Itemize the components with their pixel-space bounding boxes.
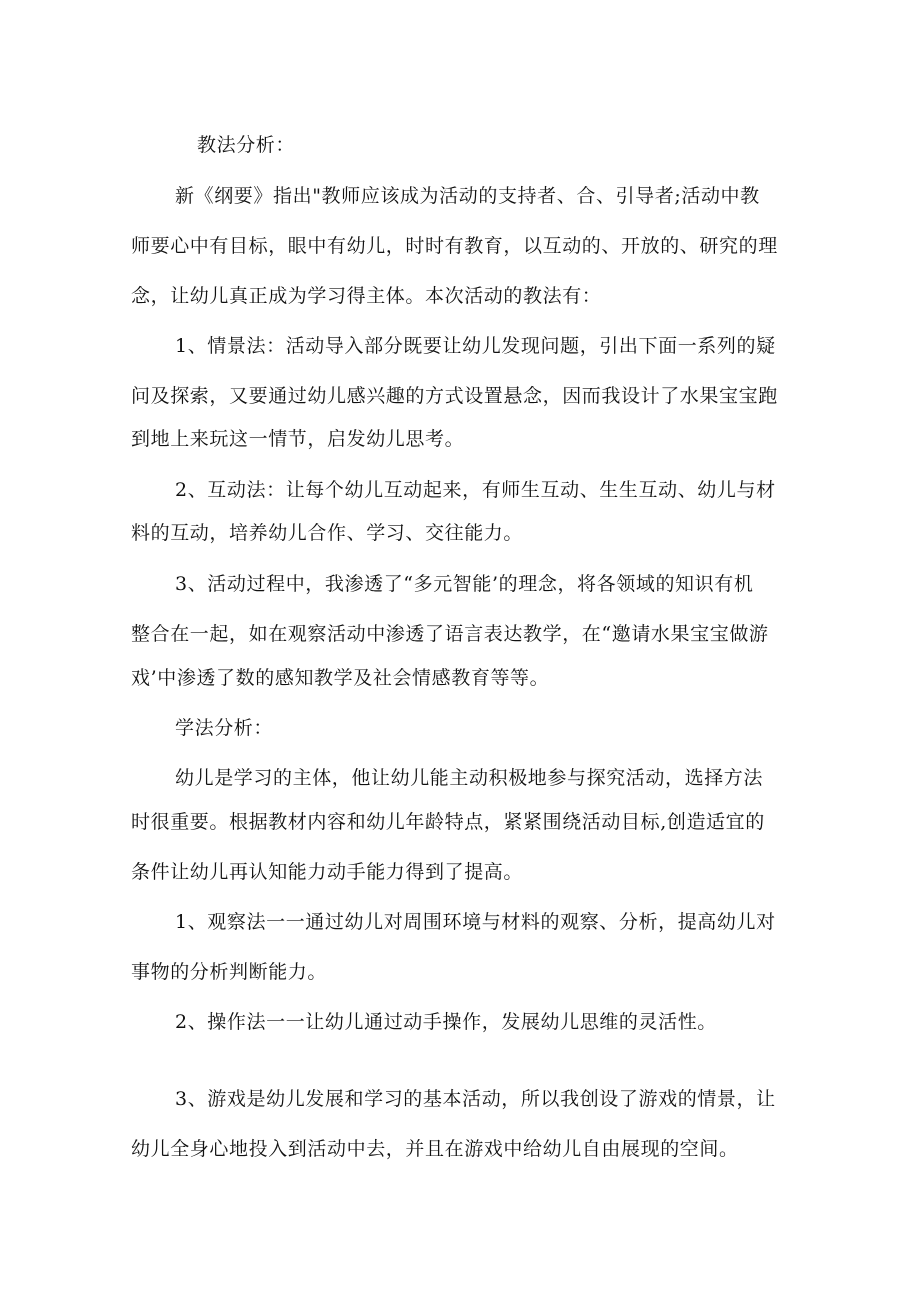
learn1-line-1: 1、观察法一一通过幼儿对周围环境与材料的观察、分析，提高幼儿对	[175, 911, 776, 933]
method2-line-2: 料的互动，培养幼儿合作、学习、交往能力。	[131, 522, 524, 544]
learn2-line-1: 2、操作法一一让幼儿通过动手操作，发展幼儿思维的灵活性。	[175, 1011, 717, 1033]
method3-line-3: 戏’中渗透了数的感知教学及社会情感教育等等。	[131, 667, 550, 689]
learn3-line-1: 3、游戏是幼儿发展和学习的基本活动，所以我创设了游戏的情景，让	[175, 1088, 776, 1110]
method1-line-1: 1、情景法：活动导入部分既要让幼儿发现问题，引出下面一系列的疑	[175, 335, 776, 357]
method2-line-1: 2、互动法：让每个幼儿互动起来，有师生互动、生生互动、幼儿与材	[175, 479, 776, 501]
intro-line-3: 念，让幼儿真正成为学习得主体。本次活动的教法有：	[131, 285, 602, 307]
learning-intro-line-3: 条件让幼儿再认知能力动手能力得到了提高。	[131, 861, 524, 883]
teaching-analysis-heading: 教法分析：	[197, 134, 296, 156]
learn1-line-2: 事物的分析判断能力。	[131, 961, 328, 983]
method3-line-2: 整合在一起，如在观察活动中渗透了语言表达教学，在“邀请水果宝宝做游	[131, 623, 769, 645]
method3-line-1: 3、活动过程中，我渗透了“多元智能’的理念，将各领域的知识有机	[175, 573, 754, 595]
learning-intro-line-2: 时很重要。根据教材内容和幼儿年龄特点，紧紧围绕活动目标,创造适宜的	[131, 811, 765, 833]
method1-line-3: 到地上来玩这一情节，启发幼儿思考。	[131, 428, 465, 450]
method1-line-2: 问及探索，又要通过幼儿感兴趣的方式设置悬念，因而我设计了水果宝宝跑	[131, 385, 778, 407]
learning-analysis-heading: 学法分析：	[175, 717, 274, 739]
intro-line-1: 新《纲要》指出"教师应该成为活动的支持者、合、引导者;活动中教	[175, 185, 760, 207]
learn3-line-2: 幼儿全身心地投入到活动中去，并且在游戏中给幼儿自由展现的空间。	[131, 1138, 739, 1160]
intro-line-2: 师要心中有目标，眼中有幼儿，时时有教育，以互动的、开放的、研究的理	[131, 235, 778, 257]
learning-intro-line-1: 幼儿是学习的主体，他让幼儿能主动积极地参与探究活动，选择方法	[175, 767, 764, 789]
